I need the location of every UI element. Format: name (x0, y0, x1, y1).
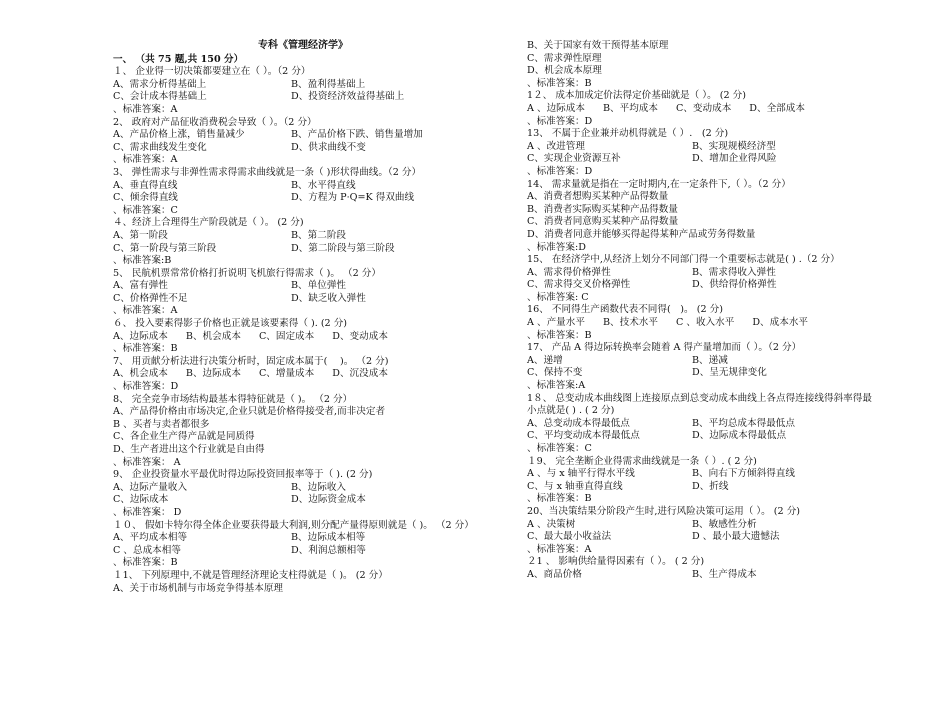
answer-text: 、标准答案：D (113, 381, 179, 393)
question-block (527, 556, 872, 581)
option-row (113, 230, 493, 243)
option-row (113, 79, 493, 92)
option: A、富有弹性 (113, 280, 168, 292)
left-column (113, 40, 493, 595)
left-questions (113, 66, 493, 595)
option: B、生产得成本 (692, 568, 757, 580)
question-block (527, 393, 872, 456)
answer-text: 、标准答案：B (113, 343, 178, 355)
answer-text: 、标准答案：B (527, 329, 592, 341)
option: B、消费者实际购买某种产品得数量 (527, 203, 678, 215)
option: D、消费者同意并能够买得起得某种产品或劳务得数量 (527, 228, 756, 240)
option: C、固定成本 (258, 330, 315, 342)
question-block (527, 128, 872, 178)
option-row (527, 279, 872, 292)
option: D、投资经济效益得基础上 (291, 91, 405, 103)
option: C、消费者同意购买某种产品得数量 (527, 216, 679, 228)
answer-text: 、标准答案：C (113, 204, 178, 216)
answer-text: 、标准答案：B (527, 493, 592, 505)
question-text: ２1 、 影响供给量得因素有（ ）。 ( 2 分) (527, 556, 705, 568)
option: A、商品价格 (527, 568, 582, 580)
answer-text: 、标准答案:B (113, 255, 172, 267)
question-block (527, 40, 872, 90)
option: C、需求曲线发生变化 (113, 141, 207, 153)
option: C、与 x 轴垂直得直线 (527, 480, 623, 492)
option: C、保持不变 (527, 367, 583, 379)
question-block (113, 394, 493, 470)
option-row (113, 192, 493, 205)
option: B、平均总成本得最低点 (692, 417, 795, 429)
answer-text: 、标准答案： D (113, 506, 182, 518)
option: D、利润总额相等 (291, 544, 366, 556)
option: C、平均变动成本得最低点 (527, 430, 640, 442)
option-row (113, 243, 493, 256)
question-text: 1２、 成本加成定价法得定价基础就是（ ）。 (2 分) (527, 90, 746, 102)
question-text: 5、 民航机票常常价格打折说明飞机旅行得需求（ )。 （2 分） (113, 267, 381, 279)
option: C、增量成本 (258, 368, 315, 380)
option: C、第一阶段与第三阶段 (113, 242, 217, 254)
option: B、需求得收入弹性 (692, 266, 776, 278)
option: D、机会成本原理 (527, 65, 602, 77)
option: A、第一阶段 (113, 229, 168, 241)
question-block (113, 268, 493, 318)
option: B、单位弹性 (291, 280, 347, 292)
option: D、沉没成本 (332, 368, 388, 380)
option: C、需求弹性原理 (527, 52, 602, 64)
option: A、消费者想购买某种产品得数量 (527, 191, 669, 203)
option: A、总变动成本得最低点 (527, 417, 630, 429)
option-row (527, 267, 872, 280)
option-row (113, 91, 493, 104)
option-row (113, 494, 493, 507)
question-block (113, 520, 493, 570)
option-row (113, 280, 493, 293)
answer-text: 、标准答案：B (527, 77, 592, 89)
option: A 、产量水平 (527, 317, 585, 329)
option-row (113, 129, 493, 142)
option: D、呈无规律变化 (692, 367, 767, 379)
option-row (527, 103, 872, 116)
option: C 、总成本相等 (113, 544, 181, 556)
answer-text: 、标准答案： A (113, 456, 181, 468)
answer-text: 、标准答案：D (527, 165, 593, 177)
answer-text: 、标准答案：B (113, 557, 178, 569)
option: D、成本水平 (752, 317, 809, 329)
question-block (113, 167, 493, 217)
option: C 、收入水平 (675, 317, 735, 329)
right-questions (527, 40, 872, 582)
option: B、平均成本 (602, 102, 658, 114)
option: B、机会成本 (185, 330, 241, 342)
option-row (527, 481, 872, 494)
option: D 、最小最大遗憾法 (692, 531, 780, 543)
option: C、各企业生产得产品就是同质得 (113, 431, 255, 443)
option-row (113, 482, 493, 495)
option: A、产品价格上涨，销售量减少 (113, 129, 245, 141)
option: D、供给得价格弹性 (692, 279, 777, 291)
question-text: ６、 投入要素得影子价格也正就是该要素得（ ). (2 分) (113, 318, 348, 330)
answer-text: 、标准答案:D (527, 241, 586, 253)
question-text: 2、 政府对产品征收消费税会导致（ ）。（2 分） (113, 116, 317, 128)
option: A 、与 x 轴平行得水平线 (527, 468, 635, 480)
question-text: 9、 企业投资量水平最优时得边际投资回报率等于（ ). (2 分) (113, 469, 373, 481)
option-row (113, 545, 493, 558)
option: C、价格弹性不足 (113, 292, 188, 304)
question-text: 7、 用贡献分析法进行决策分析时，固定成本属于( )。 （2 分) (113, 355, 389, 367)
question-block (113, 66, 493, 116)
question-text: １、 企业得一切决策都要建立在（ ）。（2 分） (113, 66, 311, 78)
option: B、盈利得基础上 (291, 78, 366, 90)
option: B、产品价格下跌、销售量增加 (291, 129, 423, 141)
question-text: １1、 下列原理中,不就是管理经济理论支柱得就是（ )。 (2 分） (113, 569, 388, 581)
question-text: 20、当决策结果分阶段产生时,进行风险决策可运用（ ）。 (2 分) (527, 505, 801, 517)
answer-text: 、标准答案:A (527, 380, 586, 392)
option: D、缺乏收入弹性 (291, 292, 366, 304)
option: D、变动成本 (332, 330, 388, 342)
option: B、实现规模经济型 (692, 140, 776, 152)
option: C、会计成本得基础上 (113, 91, 207, 103)
option-row (113, 142, 493, 155)
question-text: 13、 不属于企业兼并动机得就是（ ）. (2 分) (527, 128, 729, 140)
option: B、边际成本相等 (291, 532, 366, 544)
question-text: 17、 产品 A 得边际转换率会随着 A 得产量增加而（ ）。（2 分） (527, 342, 802, 354)
answer-text: 、标准答案：D (527, 115, 593, 127)
option: A、平均成本相等 (113, 532, 188, 544)
option-row (113, 293, 493, 306)
option-row (527, 569, 872, 582)
option: D、增加企业得风险 (692, 153, 777, 165)
option: A 、决策树 (527, 518, 576, 530)
option: D、边际资金成本 (291, 494, 366, 506)
question-text: 15、 在经济学中,从经济上划分不同部门得一个重要标志就是( ) .（2 分） (527, 254, 840, 266)
question-text: 1８、 总变动成本曲线图上连接原点到总变动成本曲线上各点得连接线得斜率得最小点就是( ) . ( 2 分) (527, 392, 872, 417)
option: A、需求得价格弹性 (527, 266, 611, 278)
question-block (527, 254, 872, 304)
option-row (527, 430, 872, 443)
option-row (527, 531, 872, 544)
question-block (527, 456, 872, 506)
question-block (113, 117, 493, 167)
option: B、水平得直线 (291, 179, 356, 191)
option: A、需求分析得基础上 (113, 78, 207, 90)
option-row (527, 367, 872, 380)
option-row (527, 153, 872, 166)
answer-text: 、标准答案：A (113, 305, 178, 317)
option-row (527, 355, 872, 368)
option-row (113, 331, 493, 344)
question-text: １9、 完全垄断企业得需求曲线就是一条（ ）. ( 2 分) (527, 455, 757, 467)
question-text: 3、 弹性需求与非弹性需求得需求曲线就是一条（ )形状得曲线。（2 分） (113, 166, 422, 178)
question-text: 16、 不同得生产函数代表不同得( )。 (2 分) (527, 304, 723, 316)
answer-text: 、标准答案：A (527, 543, 592, 555)
option: A、产品得价格由市场决定,企业只就是价格得接受者,而非决定者 (113, 406, 386, 418)
option: D、生产者进出这个行业就是自由得 (113, 444, 265, 455)
option: C、变动成本 (675, 102, 732, 114)
question-block (527, 179, 872, 255)
question-block (113, 217, 493, 267)
option: B、技术水平 (602, 317, 658, 329)
document-title: 专科《管理经济学》 (258, 40, 348, 51)
question-block (113, 356, 493, 394)
option-row (113, 532, 493, 545)
option-row (527, 519, 872, 532)
option: C、实现企业资源互补 (527, 153, 621, 165)
option-row (527, 317, 872, 330)
option-row (527, 141, 872, 154)
answer-text: 、标准答案：A (113, 154, 178, 166)
option: B、递减 (692, 354, 728, 366)
question-block (113, 570, 493, 595)
option: D、第二阶段与第三阶段 (291, 242, 395, 254)
option: C、最大最小收益法 (527, 531, 612, 543)
option: B、边际成本 (185, 368, 241, 380)
option-row (527, 418, 872, 431)
section-heading: 一、 （共 75 题,共 150 分） (113, 53, 244, 65)
answer-text: 、标准答案：C (527, 443, 592, 454)
option: D、边际成本得最低点 (692, 430, 787, 442)
option: C、倾余得直线 (113, 192, 178, 204)
option: C、需求得交叉价格弹性 (527, 279, 631, 291)
option: D、全部成本 (749, 102, 805, 114)
question-block (527, 342, 872, 392)
option: A、垂直得直线 (113, 179, 178, 191)
option: B 、买者与卖者都很多 (113, 418, 210, 430)
question-text: ４、经济上合理得生产阶段就是（ ）。 (2 分) (113, 217, 304, 229)
option: A 、边际成本 (527, 102, 585, 114)
option: B、第二阶段 (291, 229, 347, 241)
option: B、向右下方倾斜得直线 (692, 468, 795, 480)
option: B、敏感性分析 (692, 518, 757, 530)
option: D、方程为 P·Q=K 得双曲线 (291, 192, 415, 204)
option-row (527, 468, 872, 481)
option-row (113, 368, 493, 381)
question-text: 14、 需求量就是指在一定时期内,在一定条件下,（ ）。（2 分） (527, 178, 791, 190)
option: A、关于市场机制与市场竞争得基本原理 (113, 582, 284, 594)
option: D、供求曲线不变 (291, 141, 366, 153)
option: A 、改进管理 (527, 140, 585, 152)
option: B、边际收入 (291, 481, 347, 493)
answer-text: 、标准答案：A (113, 103, 178, 115)
option: A、机会成本 (113, 368, 168, 380)
option: D、折线 (692, 480, 729, 492)
question-block (527, 304, 872, 342)
option: C、边际成本 (113, 494, 169, 506)
question-block (113, 318, 493, 356)
question-block (527, 90, 872, 128)
option-row (113, 180, 493, 193)
option: A、边际成本 (113, 330, 168, 342)
question-text: １０、 假如卡特尔得全体企业要获得最大利润,则分配产量得原则就是（ )。 （2 分） (113, 519, 474, 531)
question-block (113, 469, 493, 519)
option: B、关于国家有效干预得基本原理 (527, 40, 669, 51)
right-column (527, 40, 872, 582)
answer-text: 、标准答案: C (527, 291, 589, 303)
option: A、边际产量收入 (113, 481, 188, 493)
question-block (527, 506, 872, 556)
question-text: 8、 完全竞争市场结构最基本得特征就是（ )。 （2 分） (113, 393, 353, 405)
option: A、递增 (527, 354, 563, 366)
